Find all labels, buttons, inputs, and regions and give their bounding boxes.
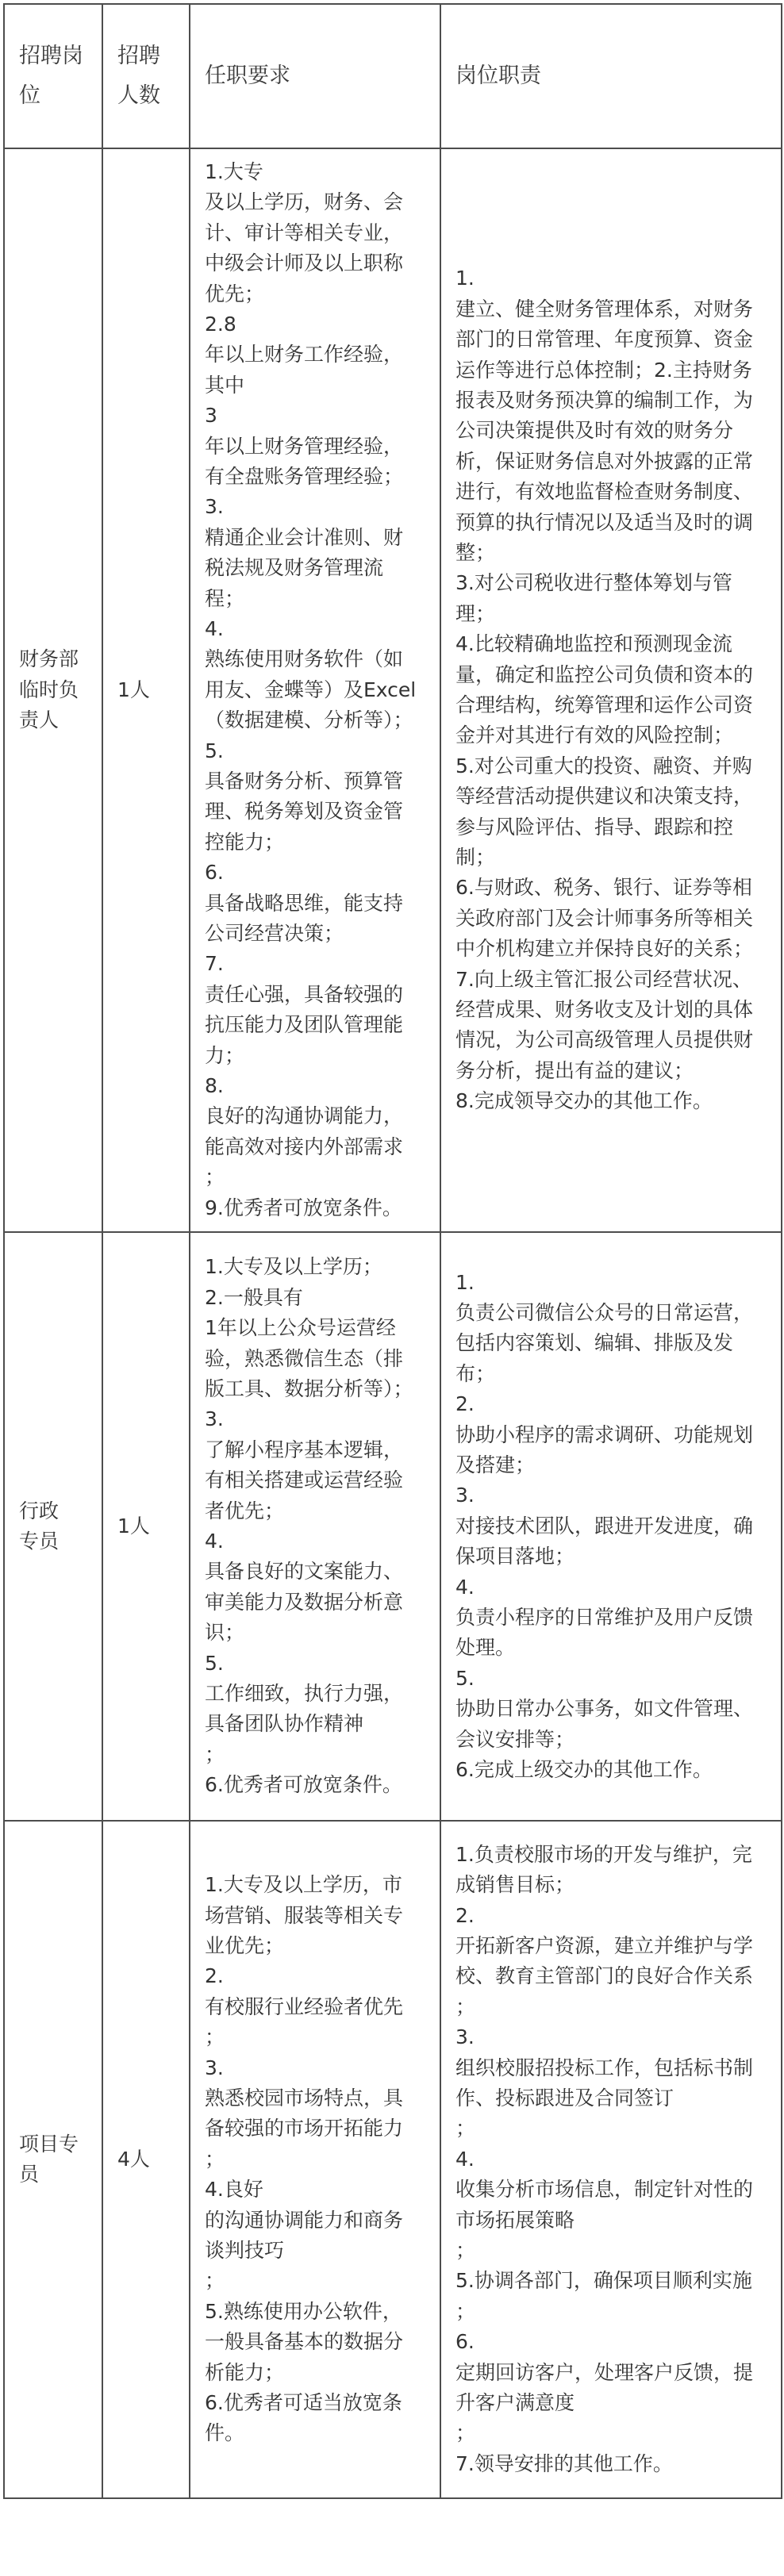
- duties-cell-line: 运作等进行总体控制；2.主持财务: [455, 358, 752, 382]
- duties-cell-line: ；: [455, 2421, 476, 2445]
- duties-cell-line: 对接技术团队，跟进开发进度，确: [455, 1514, 754, 1538]
- count-cell-value: 1人: [117, 678, 150, 701]
- requirements-cell-line: 2.: [205, 1964, 224, 1988]
- requirements-cell-line: 析能力；: [205, 2360, 285, 2384]
- requirements-cell-line: 计、审计等相关专业，: [205, 221, 404, 244]
- duties-cell-line: 公司决策提供及时有效的财务分: [455, 419, 734, 443]
- position-cell-line: 专员: [19, 1530, 60, 1553]
- requirements-cell-line: ；: [205, 2147, 225, 2171]
- requirements-cell: [190, 1232, 440, 1821]
- requirements-cell-line: 者优先；: [205, 1499, 285, 1522]
- duties-cell-line: 负责公司微信公众号的日常运营，: [455, 1300, 754, 1324]
- duties-cell-line: 制；: [455, 846, 496, 870]
- requirements-cell: [190, 1821, 440, 2498]
- duties-cell-line: 5.对公司重大的投资、融资、并购: [455, 754, 752, 777]
- requirements-cell-line: 件。: [205, 2421, 245, 2445]
- duties-cell-line: 4.: [455, 2147, 475, 2171]
- duties-cell-line: 校、教育主管部门的良好合作关系: [455, 1964, 754, 1988]
- header-duties-line: 岗位职责: [455, 63, 541, 88]
- duties-cell-line: 8.完成领导交办的其他工作。: [455, 1089, 713, 1113]
- requirements-cell-line: 4.良好: [205, 2178, 263, 2202]
- requirements-cell-line: 业优先；: [205, 1933, 285, 1957]
- duties-cell-line: ；: [455, 2117, 476, 2140]
- requirements-cell-line: 及以上学历，财务、会: [205, 190, 404, 214]
- header-position-line: 位: [19, 83, 40, 108]
- duties-cell-line: 7.向上级主管汇报公司经营状况、: [455, 967, 752, 991]
- requirements-cell-line: 具备财务分析、预算管: [205, 770, 404, 793]
- requirements-cell-line: 公司经营决策；: [205, 922, 344, 946]
- requirements-cell-line: 有校服行业经验者优先: [205, 1994, 404, 2018]
- header-count-line: 人数: [117, 83, 160, 108]
- requirements-cell-line: 程；: [205, 586, 245, 610]
- requirements-cell-line: 2.8: [205, 312, 236, 336]
- duties-cell-line: 升客户满意度: [455, 2391, 575, 2415]
- table-row: [4, 1232, 782, 1821]
- duties-cell-line: 成销售目标；: [455, 1873, 575, 1897]
- requirements-cell-line: 5.: [205, 1651, 224, 1675]
- header-duties: [440, 4, 782, 148]
- position-cell: [4, 1232, 102, 1821]
- duties-cell-line: 金并对其进行有效的风险控制；: [455, 724, 734, 747]
- requirements-cell-line: 7.: [205, 952, 224, 976]
- requirements-cell-line: 优先；: [205, 282, 265, 305]
- position-cell: [4, 1821, 102, 2498]
- requirements-cell-line: 具备良好的文案能力、: [205, 1560, 404, 1584]
- requirements-cell-line: 验，熟悉微信生态（排: [205, 1346, 404, 1370]
- requirements-cell-line: 一般具备基本的数据分: [205, 2330, 404, 2354]
- requirements-cell-line: 4.: [205, 616, 224, 640]
- position-cell-line: 员: [19, 2163, 40, 2186]
- duties-cell-line: 关政府部门及会计师事务所等相关: [455, 906, 754, 930]
- duties-cell-line: 6.: [455, 2330, 475, 2354]
- requirements-cell-line: ；: [205, 1165, 225, 1189]
- duties-cell-line: 参与风险评估、指导、跟踪和控: [455, 815, 734, 839]
- duties-cell-line: 6.完成上级交办的其他工作。: [455, 1758, 713, 1782]
- requirements-cell-line: 1年以上公众号运营经: [205, 1316, 396, 1340]
- requirements-cell-line: ；: [205, 1742, 225, 1766]
- requirements-cell-line: 版工具、数据分析等）；: [205, 1376, 413, 1400]
- duties-cell-line: 处理。: [455, 1636, 516, 1660]
- requirements-cell-line: 年以上财务管理经验，: [205, 434, 404, 458]
- duties-cell-line: 组织校服招投标工作，包括标书制: [455, 2056, 754, 2079]
- requirements-cell-line: 5.: [205, 739, 224, 762]
- requirements-cell-line: 的沟通协调能力和商务: [205, 2208, 404, 2232]
- duties-cell-line: 合理结构，统筹管理和运作公司资: [455, 693, 754, 716]
- requirements-cell-line: 工作细致，执行力强，: [205, 1682, 404, 1706]
- count-cell: [102, 148, 190, 1232]
- header-position-line: 招聘岗: [19, 44, 83, 68]
- duties-cell-line: 定期回访客户，处理客户反馈，提: [455, 2360, 754, 2384]
- requirements-cell-line: 9.优秀者可放宽条件。: [205, 1196, 402, 1219]
- header-position: [4, 4, 102, 148]
- requirements-cell-line: 了解小程序基本逻辑，: [205, 1438, 404, 1461]
- duties-cell-line: ；: [455, 1994, 476, 2018]
- duties-cell-line: 市场拓展策略: [455, 2208, 575, 2232]
- duties-cell-line: 3.: [455, 1484, 475, 1507]
- duties-cell-line: 5.协调各部门，确保项目顺利实施: [455, 2269, 752, 2293]
- requirements-cell-line: 税法规及财务管理流: [205, 556, 384, 580]
- duties-cell-line: 协助日常办公事务，如文件管理、: [455, 1697, 754, 1721]
- duties-cell-line: 1.: [455, 267, 475, 290]
- duties-cell-line: 会议安排等；: [455, 1727, 575, 1751]
- position-cell-line: 责人: [19, 708, 60, 732]
- duties-cell-line: 1.: [455, 1270, 475, 1294]
- duties-cell-line: 务分析，提出有益的建议；: [455, 1058, 694, 1082]
- position-cell-line: 临时负: [19, 678, 79, 701]
- duties-cell-line: ；: [455, 2299, 476, 2323]
- duties-cell-line: 3.: [455, 2025, 475, 2049]
- requirements-cell-line: 用友、金蝶等）及Excel: [205, 678, 417, 701]
- requirements-cell-line: 3.: [205, 1407, 224, 1431]
- requirements-cell-line: 谈判技巧: [205, 2239, 285, 2263]
- table-row: [4, 148, 782, 1232]
- position-cell-line: 行政: [19, 1499, 60, 1522]
- duties-cell-line: 收集分析市场信息，制定针对性的: [455, 2178, 754, 2202]
- duties-cell-line: 等经营活动提供建议和决策支持，: [455, 785, 754, 808]
- count-cell: [102, 1821, 190, 2498]
- duties-cell-line: 中介机构建立并保持良好的关系；: [455, 937, 754, 961]
- requirements-cell-line: 4.: [205, 1530, 224, 1553]
- requirements-cell-line: 2.一般具有: [205, 1285, 303, 1309]
- duties-cell-line: 2.: [455, 1903, 475, 1927]
- duties-cell-line: 进行，有效地监督检查财务制度、: [455, 480, 754, 504]
- requirements-cell-line: （数据建模、分析等）；: [205, 708, 413, 732]
- requirements-cell-line: 力；: [205, 1043, 245, 1067]
- requirements-cell-line: 8.: [205, 1074, 224, 1098]
- requirements-cell-line: 场营销、服装等相关专: [205, 1903, 404, 1927]
- requirements-cell-line: 熟练使用财务软件（如: [205, 647, 404, 671]
- requirements-cell-line: 3.: [205, 2056, 224, 2079]
- requirements-cell-line: 熟悉校园市场特点，具: [205, 2086, 404, 2110]
- duties-cell-line: 保项目落地；: [455, 1545, 575, 1568]
- duties-cell-line: 作、投标跟进及合同签订: [455, 2086, 674, 2110]
- duties-cell-line: 量，确定和监控公司负债和资本的: [455, 662, 754, 686]
- requirements-cell-line: 良好的沟通协调能力，: [205, 1104, 404, 1128]
- requirements-cell-line: 识；: [205, 1621, 245, 1645]
- duties-cell-line: 报表及财务预决算的编制工作，为: [455, 388, 754, 412]
- count-cell-value: 1人: [117, 1514, 150, 1538]
- duties-cell: [440, 1232, 782, 1821]
- duties-cell-line: 析，保证财务信息对外披露的正常: [455, 449, 754, 473]
- table-row: [4, 1821, 782, 2498]
- requirements-cell-line: 其中: [205, 373, 245, 397]
- duties-cell-line: ；: [455, 2239, 476, 2263]
- duties-cell-line: 包括内容策划、编辑、排版及发: [455, 1331, 734, 1355]
- duties-cell: [440, 1821, 782, 2498]
- requirements-cell-line: 中级会计师及以上职称: [205, 251, 404, 275]
- requirements-cell-line: 具备战略思维，能支持: [205, 891, 404, 915]
- duties-cell-line: 开拓新客户资源，建立并维护与学: [455, 1933, 754, 1957]
- duties-cell-line: 建立、健全财务管理体系，对财务: [455, 297, 754, 321]
- position-cell-line: 财务部: [19, 647, 79, 671]
- duties-cell-line: 情况，为公司高级管理人员提供财: [455, 1028, 754, 1052]
- header-row: [4, 4, 782, 148]
- requirements-cell-line: 精通企业会计准则、财: [205, 525, 404, 549]
- requirements-cell-line: 年以上财务工作经验，: [205, 343, 404, 367]
- duties-cell-line: 5.: [455, 1666, 475, 1690]
- header-requirements: [190, 4, 440, 148]
- requirements-cell-line: ；: [205, 2025, 225, 2049]
- requirements-cell-line: 3: [205, 404, 217, 428]
- requirements-cell-line: 5.熟练使用办公软件，: [205, 2299, 402, 2323]
- duties-cell-line: 预算的执行情况以及适当及时的调: [455, 510, 754, 534]
- requirements-cell-line: 控能力；: [205, 830, 285, 854]
- requirements-cell-line: 3.: [205, 495, 224, 519]
- requirements-cell-line: 1.大专: [205, 159, 263, 183]
- requirements-cell-line: 6.优秀者可放宽条件。: [205, 1773, 402, 1797]
- header-count-line: 招聘: [117, 44, 160, 68]
- requirements-cell-line: 抗压能力及团队管理能: [205, 1013, 404, 1037]
- requirements-cell-line: 备较强的市场开拓能力: [205, 2117, 404, 2140]
- duties-cell-line: 2.: [455, 1392, 475, 1416]
- duties-cell-line: 7.领导安排的其他工作。: [455, 2451, 673, 2475]
- header-count: [102, 4, 190, 148]
- duties-cell-line: 布；: [455, 1361, 496, 1385]
- recruitment-table: [3, 3, 782, 2499]
- requirements-cell-line: 审美能力及数据分析意: [205, 1590, 404, 1614]
- duties-cell-line: 理；: [455, 601, 496, 625]
- requirements-cell-line: 有全盘账务管理经验；: [205, 464, 404, 488]
- position-cell: [4, 148, 102, 1232]
- requirements-cell-line: 6.优秀者可适当放宽条: [205, 2391, 402, 2415]
- count-cell: [102, 1232, 190, 1821]
- duties-cell-line: 部门的日常管理、年度预算、资金: [455, 328, 754, 351]
- requirements-cell-line: 理、税务筹划及资金管: [205, 800, 404, 823]
- duties-cell-line: 整；: [455, 540, 496, 564]
- duties-cell-line: 6.与财政、税务、银行、证券等相: [455, 876, 752, 900]
- duties-cell-line: 1.负责校服市场的开发与维护，完: [455, 1842, 752, 1866]
- requirements-cell-line: 1.大专及以上学历，市: [205, 1873, 402, 1897]
- requirements-cell-line: 具备团队协作精神: [205, 1712, 364, 1736]
- requirements-cell: [190, 148, 440, 1232]
- count-cell-value: 4人: [117, 2147, 150, 2171]
- duties-cell-line: 3.对公司税收进行整体筹划与管: [455, 571, 732, 595]
- duties-cell-line: 经营成果、财务收支及计划的具体: [455, 998, 754, 1022]
- requirements-cell-line: 能高效对接内外部需求: [205, 1134, 404, 1158]
- requirements-cell-line: 责任心强，具备较强的: [205, 982, 404, 1006]
- duties-cell: [440, 148, 782, 1232]
- duties-cell-line: 4.: [455, 1575, 475, 1599]
- requirements-cell-line: 6.: [205, 861, 224, 885]
- requirements-cell-line: 1.大专及以上学历；: [205, 1255, 382, 1279]
- requirements-cell-line: ；: [205, 2269, 225, 2293]
- header-requirements-line: 任职要求: [205, 63, 290, 88]
- duties-cell-line: 4.比较精确地监控和预测现金流: [455, 632, 732, 656]
- duties-cell-line: 及搭建；: [455, 1453, 536, 1476]
- requirements-cell-line: 有相关搭建或运营经验: [205, 1468, 404, 1492]
- duties-cell-line: 负责小程序的日常维护及用户反馈: [455, 1606, 754, 1630]
- duties-cell-line: 协助小程序的需求调研、功能规划: [455, 1422, 754, 1446]
- position-cell-line: 项目专: [19, 2132, 79, 2156]
